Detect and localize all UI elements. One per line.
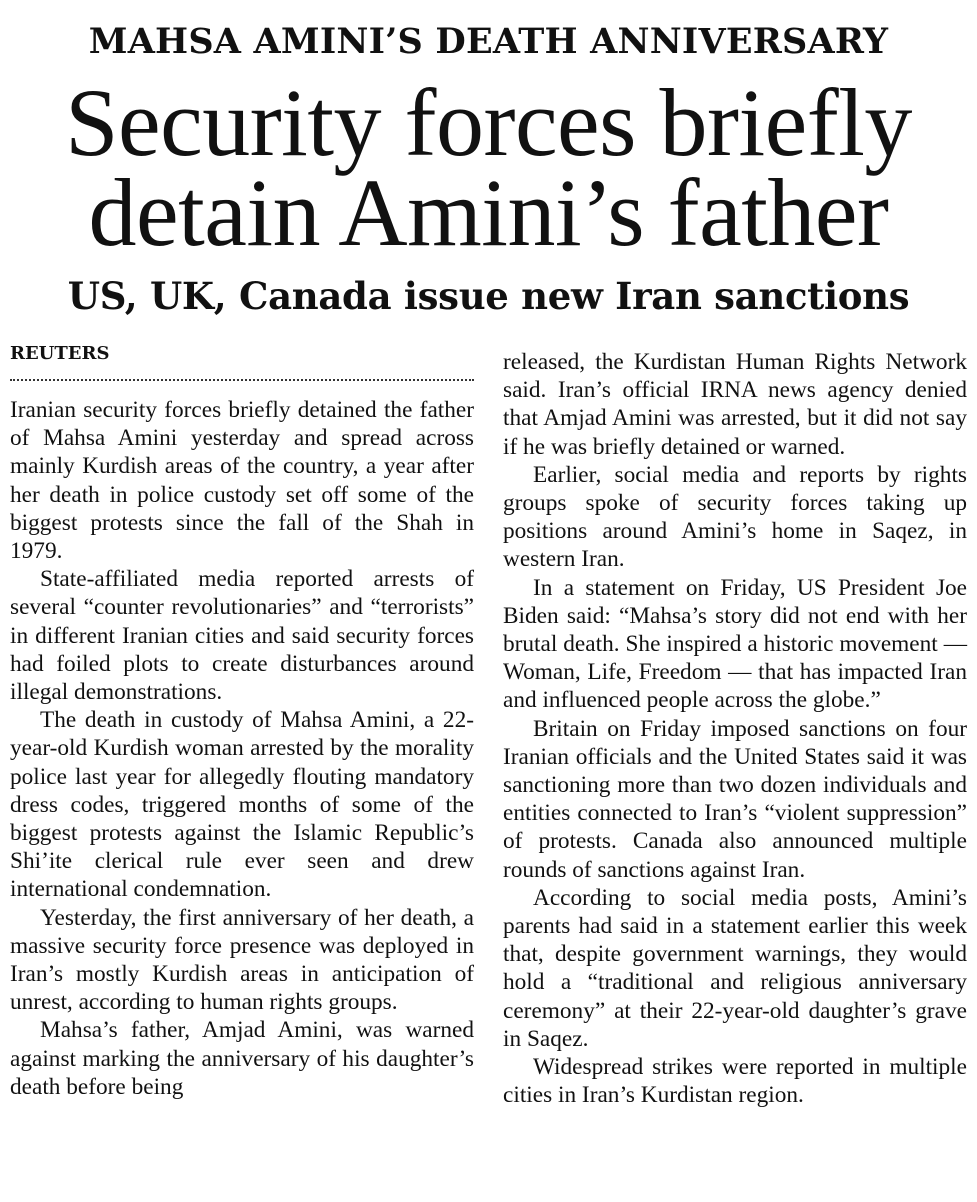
- kicker: MAHSA AMINI’S DEATH ANNIVERSARY: [88, 21, 889, 62]
- byline-divider: [10, 379, 474, 381]
- subheadline: US, UK, Canada issue new Iran sanctions: [67, 274, 910, 318]
- paragraph: According to social media posts, Amini’s parents had said in a statement earlier this week that, despite government warnings, they would hold a “traditional and religious anniversary ceremony” at their 22-year-old daughter’s grave in Saqez.: [503, 884, 967, 1052]
- byline: REUTERS: [10, 343, 110, 364]
- paragraph: Yesterday, the first anniversary of her death, a massive security force presence was deployed in Iran’s mostly Kurdish areas in anticipation of unrest, according to human rights groups.: [10, 904, 474, 1016]
- article-column-right: [503, 348, 967, 1109]
- article-column-left: [10, 396, 474, 1101]
- paragraph: Widespread strikes were reported in multiple cities in Iran’s Kurdistan region.: [503, 1054, 967, 1109]
- headline: [0, 69, 977, 266]
- paragraph: Earlier, social media and reports by rights groups spoke of security forces taking up positions around Amini’s home in Saqez, in western Iran.: [503, 461, 967, 573]
- headline-line-2: detain Amini’s father: [88, 159, 889, 266]
- paragraph: Iranian security forces briefly detained the father of Mahsa Amini yesterday and spread across mainly Kurdish areas of the country, a year after her death in police custody set off some of the biggest protests since the fall of the Shah in 1979.: [10, 397, 474, 565]
- paragraph: In a statement on Friday, US President Joe Biden said: “Mahsa’s story did not end with her brutal death. She inspired a historic movement — Woman, Life, Freedom — that has impacted Iran and influenced people across the globe.”: [503, 574, 967, 714]
- paragraph: released, the Kurdistan Human Rights Network said. Iran’s official IRNA news agency denied that Amjad Amini was arrested, but it did not say if he was briefly detained or warned.: [503, 349, 967, 460]
- paragraph: The death in custody of Mahsa Amini, a 22-year-old Kurdish woman arrested by the morality police last year for allegedly flouting mandatory dress codes, triggered months of some of the biggest protests against the Islamic Republic’s Shi’ite clerical rule ever seen and drew international condemnation.: [10, 707, 474, 903]
- paragraph: Mahsa’s father, Amjad Amini, was warned against marking the anniversary of his daughter’s death before being: [10, 1017, 474, 1100]
- paragraph: Britain on Friday imposed sanctions on four Iranian officials and the United States said it was sanctioning more than two dozen individuals and entities connected to Iran’s “violent suppression” of protests. Canada also announced multiple rounds of sanctions against Iran.: [503, 715, 967, 883]
- paragraph: State-affiliated media reported arrests of several “counter revolutionaries” and “terrorists” in different Iranian cities and said security forces had foiled plots to create disturbances around illegal demonstrations.: [10, 566, 474, 706]
- headline-line-1: Security forces briefly: [65, 69, 912, 176]
